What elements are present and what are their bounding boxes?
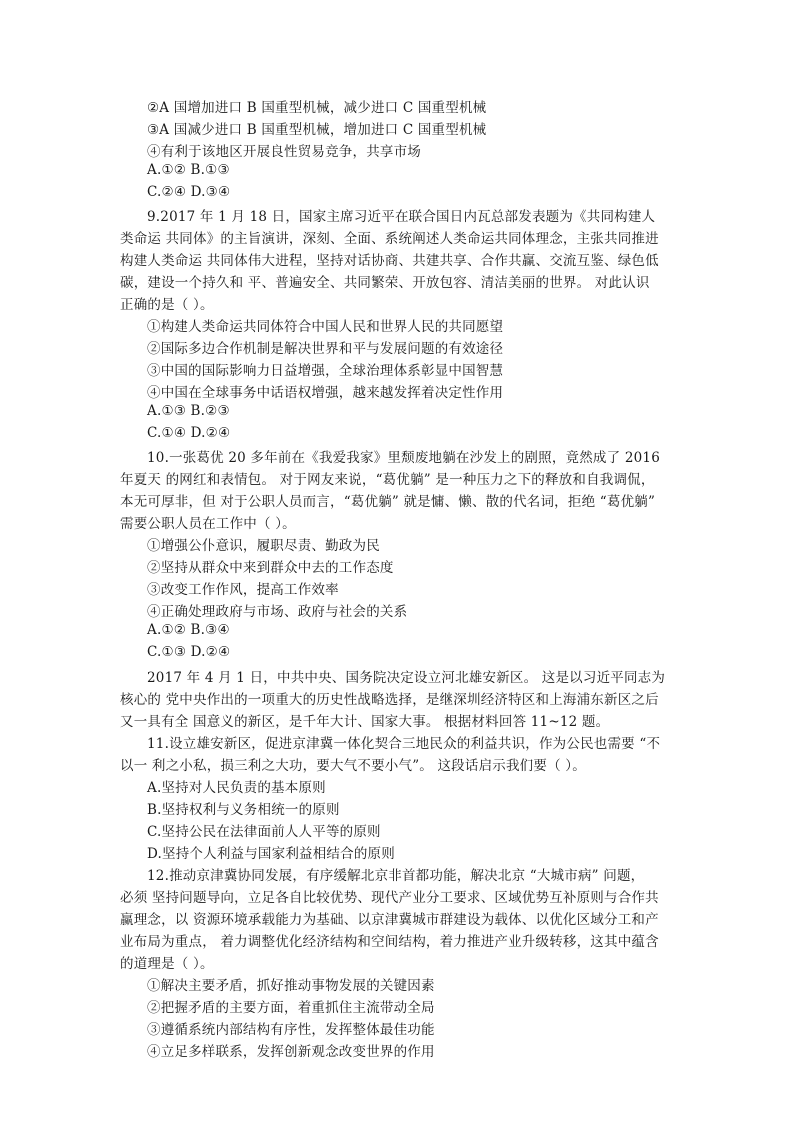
- text-line: ①增强公仆意识，履职尽责、勤政为民: [147, 538, 380, 554]
- answer-option: A.坚持对人民负责的基本原则: [147, 780, 326, 796]
- text-line: 本无可厚非，但 对于公职人员而言，“葛优躺” 就是慵、懒、散的代名词，拒绝 “葛优躺”: [120, 494, 656, 510]
- answer-option: A.①② B.①③: [147, 162, 230, 178]
- question-12: 12.推动京津冀协同发展，有序缓解北京非首都功能，解决北京 “大城市病” 问题，: [147, 868, 645, 884]
- text-line: ③遵循系统内部结构有序性，发挥整体最佳功能: [147, 1022, 435, 1038]
- answer-option: C.①④ D.②④: [147, 425, 231, 441]
- text-line: 年夏天 的网红和表情包。 对于网友来说，“葛优躺” 是一种压力之下的释放和自我调侃，: [120, 472, 655, 488]
- text-line: 类命运 共同体》的主旨演讲，深刻、全面、系统阐述人类命运共同体理念，主张共同推进: [120, 231, 659, 247]
- text-line: ④立足多样联系，发挥创新观念改变世界的作用: [147, 1044, 435, 1060]
- answer-option: C.坚持公民在法律面前人人平等的原则: [147, 824, 381, 840]
- text-line: ③改变工作作风，提高工作效率: [147, 582, 339, 598]
- text-line: 构建人类命运 共同体伟大进程，坚持对话协商、共建共享、合作共赢、交流互鉴、绿色低: [120, 253, 659, 269]
- text-line: ②把握矛盾的主要方面，着重抓住主流带动全局: [147, 1000, 435, 1016]
- text-line: ④正确处理政府与市场、政府与社会的关系: [147, 604, 408, 620]
- text-line: ①解决主要矛盾，抓好推动事物发展的关键因素: [147, 978, 435, 994]
- answer-option: C.②④ D.③④: [147, 184, 231, 200]
- text-line: 正确的是（ ）。: [120, 297, 214, 313]
- text-line: ①构建人类命运共同体符合中国人民和世界人民的共同愿望: [147, 319, 504, 335]
- text-line: ④有利于该地区开展良性贸易竞争，共享市场: [147, 144, 421, 160]
- answer-option: A.①③ B.②③: [147, 403, 230, 419]
- text-line: 又一具有全 国意义的新区，是千年大计、国家大事。 根据材料回答 11~12 题。: [120, 714, 610, 730]
- material-paragraph: 2017 年 4 月 1 日，中共中央、国务院决定设立河北雄安新区。 这是以习近平同志为: [147, 670, 666, 686]
- text-line: ②坚持从群众中来到群众中去的工作态度: [147, 560, 394, 576]
- text-line: ②国际多边合作机制是解决世界和平与发展问题的有效途径: [147, 341, 504, 357]
- answer-option: C.①③ D.②④: [147, 644, 231, 660]
- text-line: 业布局为重点， 着力调整优化经济结构和空间结构，着力推进产业升级转移，这其中蕴含: [120, 934, 659, 950]
- text-line: 必须 坚持问题导向，立足各自比较优势、现代产业分工要求、区域优势互补原则与合作共: [120, 890, 659, 906]
- question-11: 11.设立雄安新区，促进京津冀一体化契合三地民众的利益共识，作为公民也需要 “不: [147, 736, 661, 752]
- question-10: 10.一张葛优 20 多年前在《我爱我家》里颓废地躺在沙发上的剧照，竟然成了 2016: [147, 450, 660, 466]
- answer-option: D.坚持个人利益与国家利益相结合的原则: [147, 846, 395, 862]
- text-line: ③A 国减少进口 B 国重型机械，增加进口 C 国重型机械: [147, 122, 487, 138]
- answer-option: A.①② B.③④: [147, 622, 230, 638]
- text-line: 碳，建设一个持久和 平、普遍安全、共同繁荣、开放包容、清洁美丽的世界。 对此认识: [120, 275, 650, 291]
- text-line: 的道理是（ ）。: [120, 956, 214, 972]
- text-line: 需要公职人员在工作中（ ）。: [120, 516, 296, 532]
- text-line: 以一 利之小私，损三利之大功，要大气不要小气”。 这段话启示我们要（ ）。: [120, 758, 586, 774]
- question-9: 9.2017 年 1 月 18 日，国家主席习近平在联合国日内瓦总部发表题为《共同构建人: [147, 209, 656, 225]
- text-line: ②A 国增加进口 B 国重型机械，减少进口 C 国重型机械: [147, 100, 487, 116]
- answer-option: B.坚持权利与义务相统一的原则: [147, 802, 340, 818]
- text-line: 赢理念，以 资源环境承载能力为基础、以京津冀城市群建设为载体、以优化区域分工和产: [120, 912, 659, 928]
- text-line: ④中国在全球事务中话语权增强，越来越发挥着决定性作用: [147, 385, 504, 401]
- text-line: ③中国的国际影响力日益增强，全球治理体系彰显中国智慧: [147, 363, 504, 379]
- text-line: 核心的 党中央作出的一项重大的历史性战略选择，是继深圳经济特区和上海浦东新区之后: [120, 692, 659, 708]
